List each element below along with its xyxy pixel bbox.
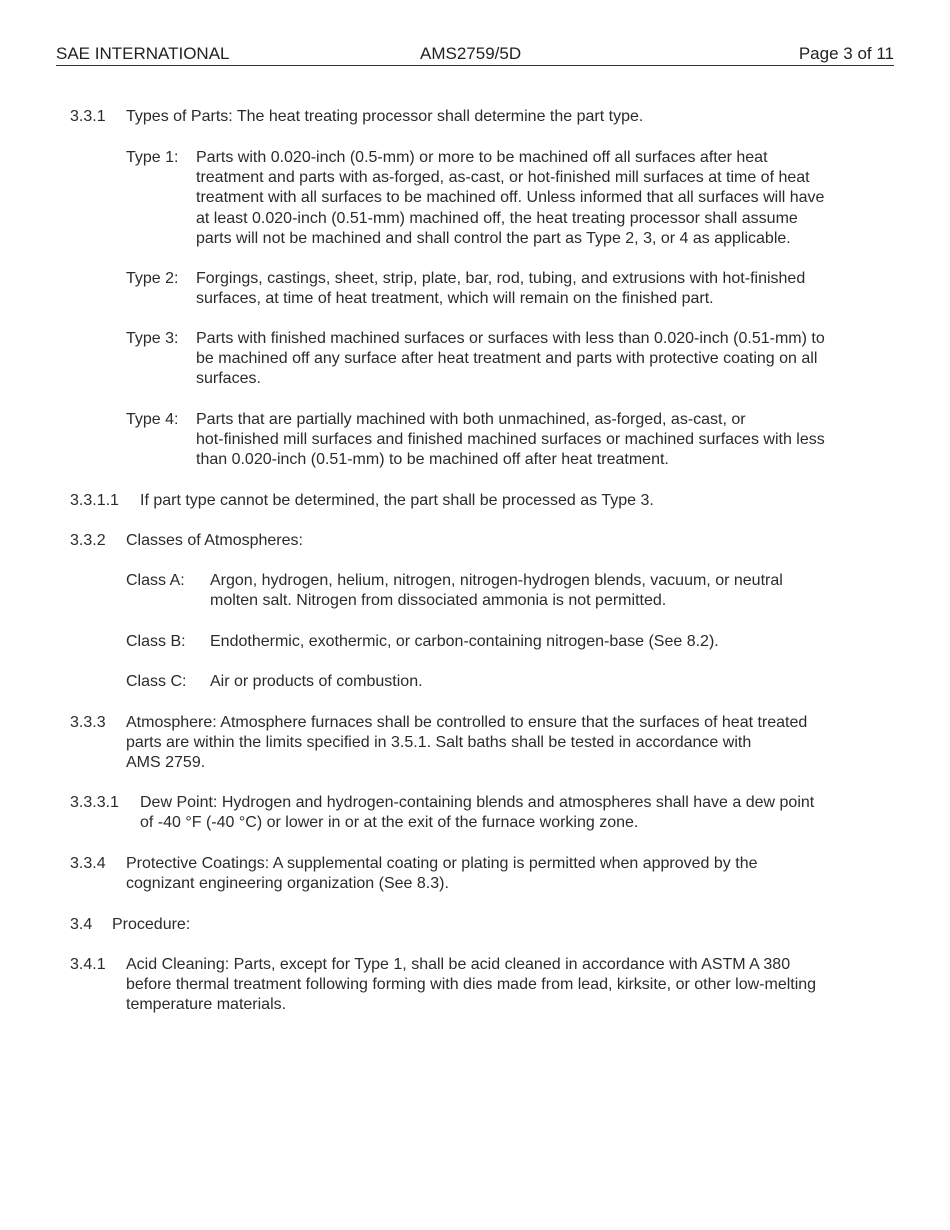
- text-line: Acid Cleaning: Parts, except for Type 1, shall be acid cleaned in accordance with ASTM A 380: [126, 956, 791, 973]
- item-label: Type 1:: [126, 149, 179, 166]
- text-line: treatment with all surfaces to be machined off. Unless informed that all surfaces will have: [196, 189, 825, 207]
- item-text: [196, 410, 896, 471]
- text-line: surfaces.: [196, 370, 261, 388]
- text-line: hot-finished mill surfaces and finished machined surfaces or machined surfaces with less: [196, 431, 825, 449]
- section-text: Types of Parts: The heat treating processor shall determine the part type.: [126, 108, 644, 125]
- section-text: [140, 793, 900, 833]
- item-text: [196, 329, 896, 390]
- section-number: 3.4: [70, 916, 93, 933]
- section-number: 3.3.1.1: [70, 492, 119, 509]
- item-text: [196, 269, 896, 309]
- section-number: 3.4.1: [70, 956, 106, 973]
- text-line: be machined off any surface after heat treatment and parts with protective coating on all: [196, 350, 818, 368]
- section-text: [126, 955, 896, 1016]
- text-line: at least 0.020-inch (0.51-mm) machined off, the heat treating processor shall assume: [196, 209, 798, 227]
- text-line: Endothermic, exothermic, or carbon-containing nitrogen-base (See 8.2).: [210, 633, 719, 650]
- text-line: Protective Coatings: A supplemental coating or plating is permitted when approved by the: [126, 855, 758, 872]
- item-label: Class A:: [126, 572, 185, 589]
- section-text: If part type cannot be determined, the part shall be processed as Type 3.: [140, 492, 654, 509]
- item-label: Type 3:: [126, 330, 179, 347]
- text-line: of -40 °F (-40 °C) or lower in or at the exit of the furnace working zone.: [140, 814, 639, 832]
- page-header: [56, 45, 894, 66]
- item-text: [210, 632, 896, 652]
- text-line: treatment and parts with as-forged, as-cast, or hot-finished mill surfaces at time of heat: [196, 169, 810, 187]
- item-label: Type 4:: [126, 411, 179, 428]
- text-line: Parts with finished machined surfaces or surfaces with less than 0.020-inch (0.51-mm) to: [196, 330, 825, 347]
- header-doc-id: AMS2759/5D: [420, 44, 522, 63]
- text-line: Parts with 0.020-inch (0.5-mm) or more to be machined off all surfaces after heat: [196, 149, 768, 166]
- text-line: molten salt. Nitrogen from dissociated ammonia is not permitted.: [210, 592, 667, 610]
- text-line: parts will not be machined and shall control the part as Type 2, 3, or 4 as applicable.: [196, 229, 791, 247]
- item-label: Class C:: [126, 673, 187, 690]
- section-text: Classes of Atmospheres:: [126, 532, 303, 549]
- section-number: 3.3.4: [70, 855, 106, 872]
- text-line: temperature materials.: [126, 996, 287, 1014]
- text-line: surfaces, at time of heat treatment, which will remain on the finished part.: [196, 290, 714, 308]
- text-line: Air or products of combustion.: [210, 673, 423, 690]
- header-org: SAE INTERNATIONAL: [56, 44, 230, 63]
- item-label: Type 2:: [126, 270, 179, 287]
- item-text: [196, 148, 896, 249]
- text-line: Dew Point: Hydrogen and hydrogen-containing blends and atmospheres shall have a dew point: [140, 794, 815, 811]
- text-line: Parts that are partially machined with both unmachined, as-forged, as-cast, or: [196, 411, 746, 428]
- text-line: cognizant engineering organization (See 8.3).: [126, 875, 449, 893]
- item-text: [210, 672, 896, 692]
- text-line: before thermal treatment following forming with dies made from lead, kirksite, or other low-melting: [126, 976, 817, 994]
- section-number: 3.3.1: [70, 108, 106, 125]
- item-text: [210, 571, 896, 611]
- text-line: parts are within the limits specified in 3.5.1. Salt baths shall be tested in accordance with: [126, 734, 752, 752]
- text-line: Forgings, castings, sheet, strip, plate, bar, rod, tubing, and extrusions with hot-finished: [196, 270, 806, 287]
- section-text: [126, 854, 896, 894]
- text-line: Atmosphere: Atmosphere furnaces shall be controlled to ensure that the surfaces of heat treated: [126, 714, 808, 731]
- section-number: 3.3.3.1: [70, 794, 119, 811]
- section-text: [126, 713, 896, 774]
- text-line: AMS 2759.: [126, 754, 206, 772]
- section-text: Procedure:: [112, 916, 191, 933]
- text-line: than 0.020-inch (0.51-mm) to be machined off after heat treatment.: [196, 451, 669, 469]
- text-line: Argon, hydrogen, helium, nitrogen, nitrogen-hydrogen blends, vacuum, or neutral: [210, 572, 783, 589]
- section-number: 3.3.3: [70, 714, 106, 731]
- header-page-number: Page 3 of 11: [798, 44, 894, 63]
- section-number: 3.3.2: [70, 532, 106, 549]
- item-label: Class B:: [126, 633, 186, 650]
